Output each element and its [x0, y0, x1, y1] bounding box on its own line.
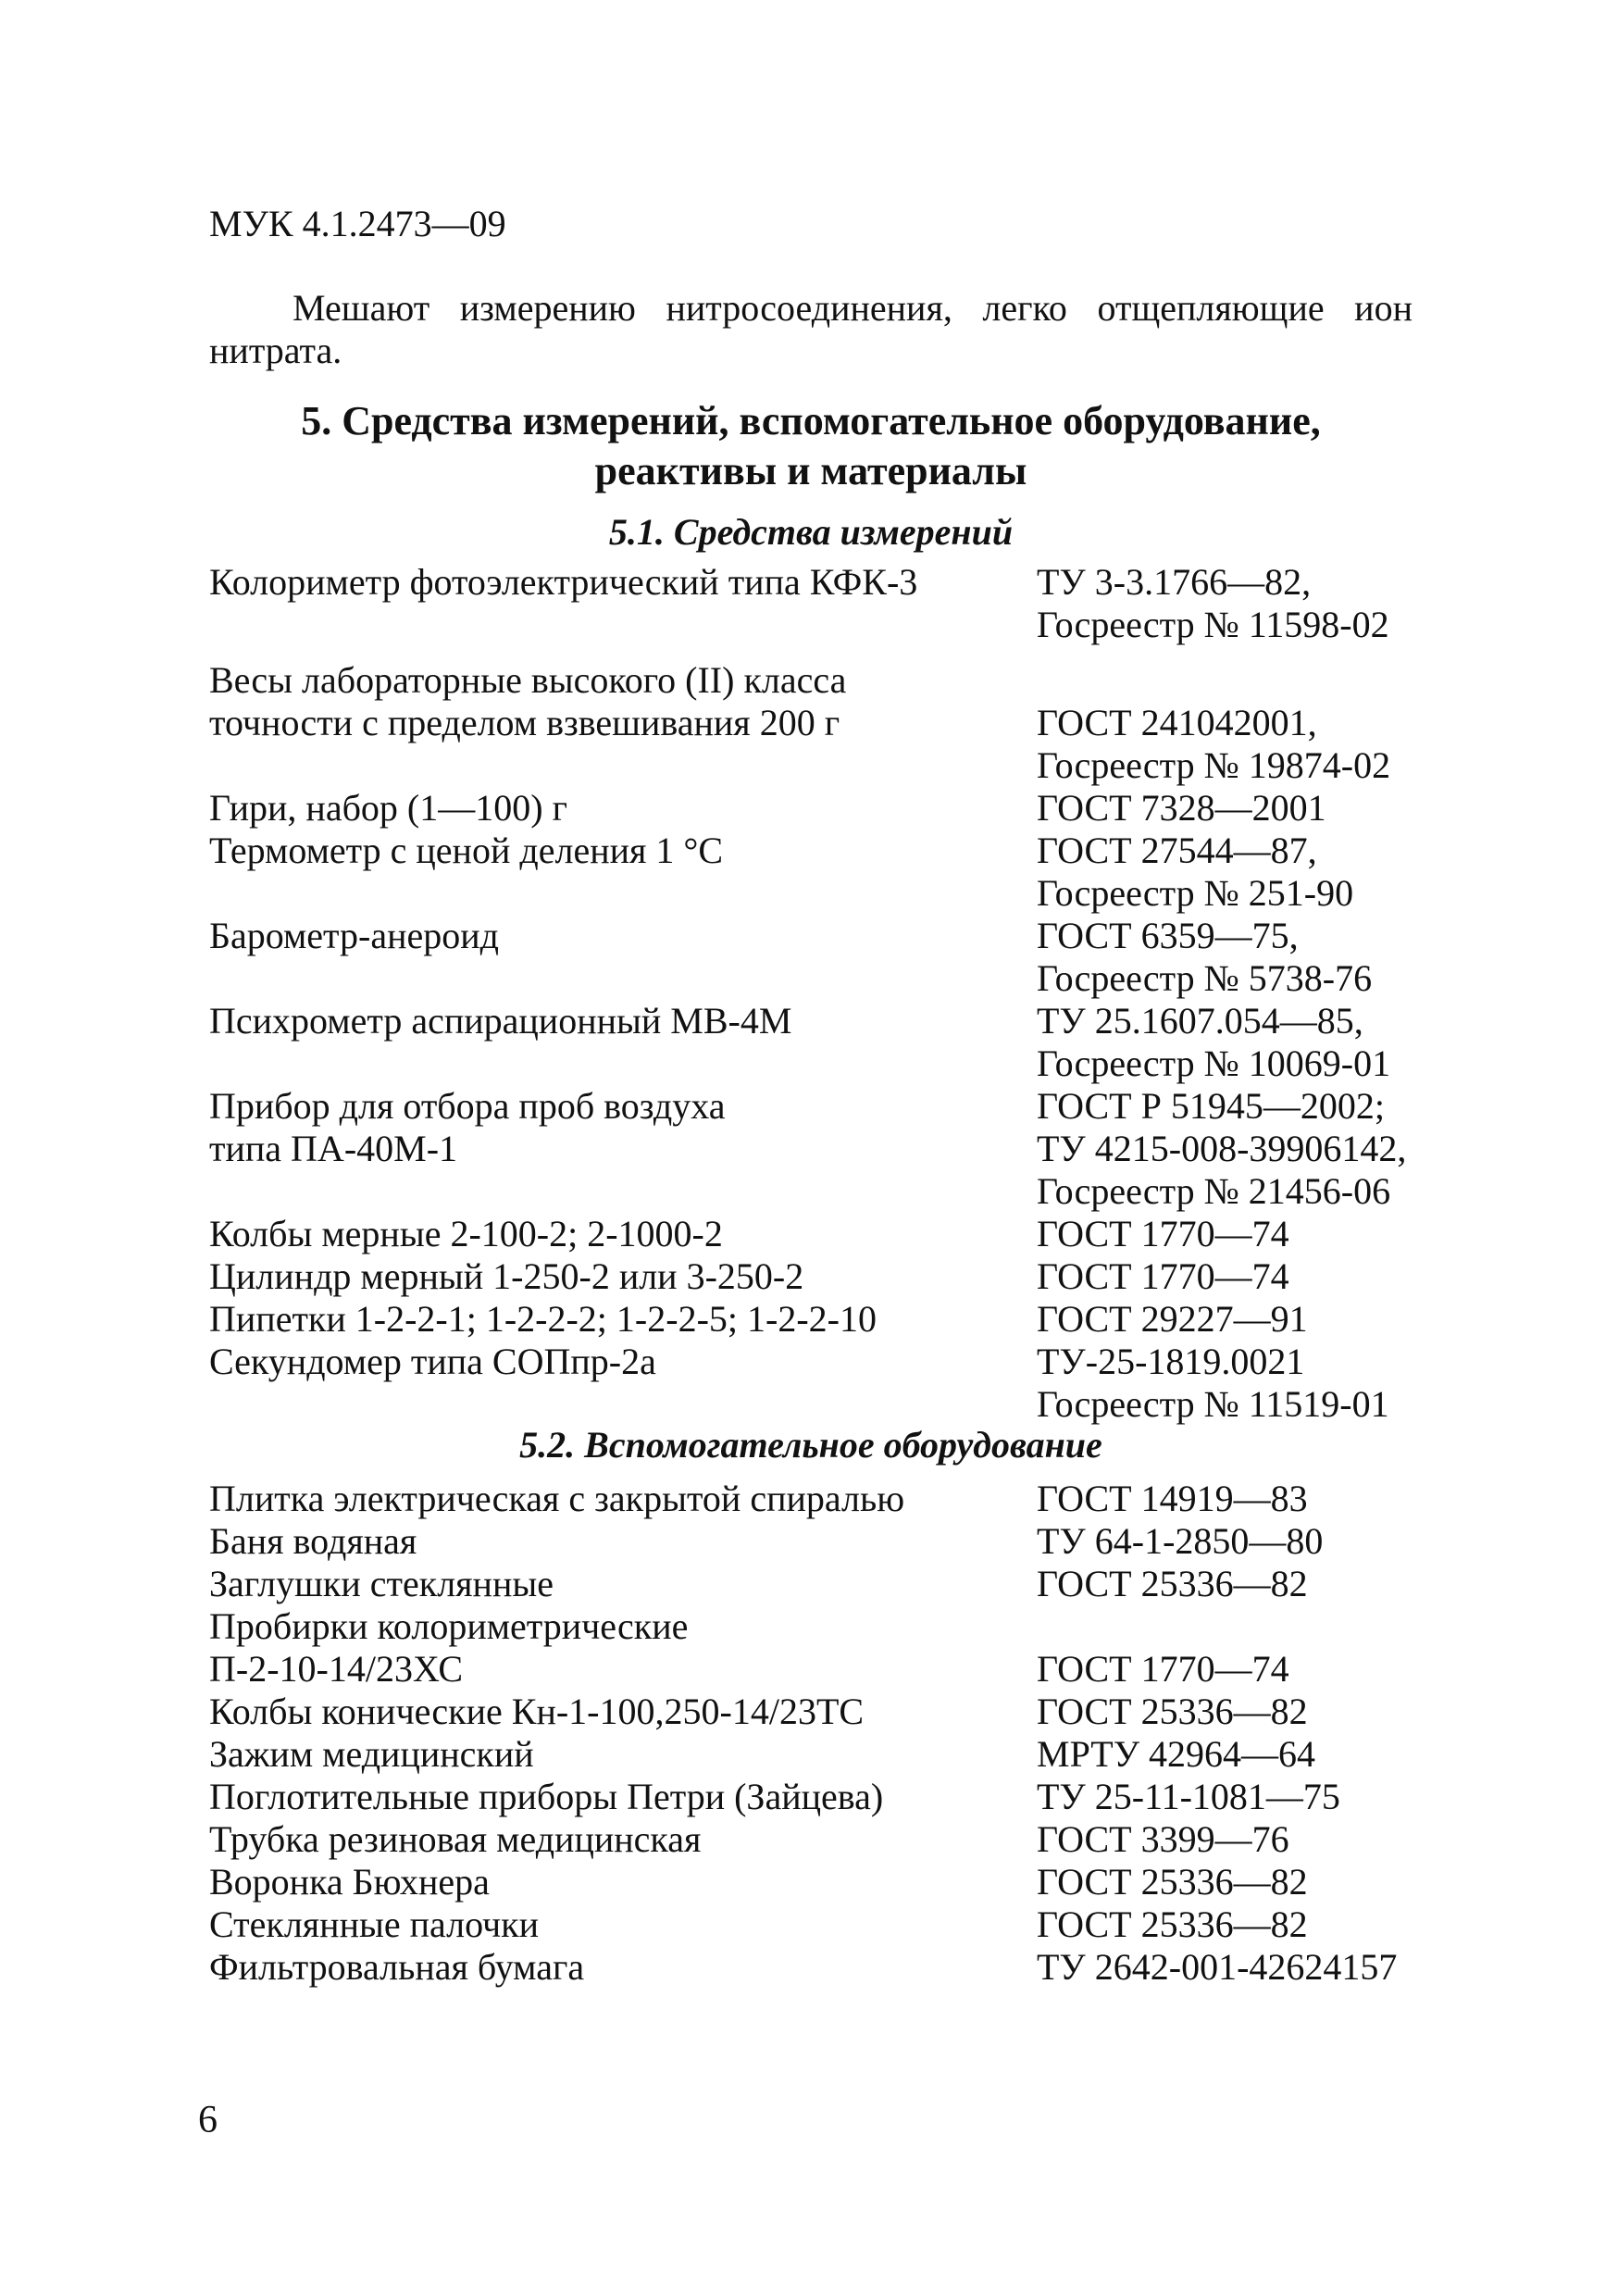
section-title	[209, 396, 1413, 496]
equipment-standard: ТУ 25.1607.054—85, Госреестр № 10069-01	[1037, 1000, 1391, 1084]
table-row	[209, 830, 1431, 915]
equipment-standard: ГОСТ 25336—82	[1037, 1861, 1308, 1903]
equipment-standard: ГОСТ Р 51945—2002; ТУ 4215-008-39906142, Госреестр № 21456-06	[1037, 1085, 1407, 1212]
equipment-standard: ГОСТ 6359—75, Госреестр № 5738-76	[1037, 915, 1373, 999]
table-row	[209, 915, 1431, 1000]
equipment-name: Психрометр аспирационный МВ-4М	[209, 1000, 792, 1042]
table-row	[209, 1085, 1431, 1213]
section-title-line-2: реактивы и материалы	[594, 448, 1027, 493]
equipment-standard: ТУ 64-1-2850—80	[1037, 1520, 1324, 1562]
equipment-standard: ТУ 25-11-1081—75	[1037, 1776, 1340, 1817]
table-row	[209, 1861, 1431, 1903]
equipment-name: Воронка Бюхнера	[209, 1861, 490, 1903]
equipment-name: Весы лабораторные высокого (II) класса точности с пределом взвешивания 200 г	[209, 659, 847, 743]
equipment-name: Баня водяная	[209, 1520, 417, 1562]
table-row	[209, 787, 1431, 830]
equipment-name: Фильтровальная бумага	[209, 1946, 585, 1988]
equipment-standard: ТУ 3-3.1766—82, Госреестр № 11598-02	[1037, 561, 1389, 645]
table-row	[209, 1691, 1431, 1733]
equipment-standard: ГОСТ 1770—74	[1037, 1255, 1289, 1297]
equipment-name: Колбы мерные 2-100-2; 2-1000-2	[209, 1213, 723, 1254]
table-row	[209, 1520, 1431, 1563]
table-row	[209, 1605, 1431, 1691]
table-row	[209, 1341, 1431, 1426]
auxiliary-equipment-table	[209, 1478, 1431, 1989]
equipment-standard: ГОСТ 1770—74	[1037, 1213, 1289, 1254]
equipment-standard: ГОСТ 14919—83	[1037, 1478, 1308, 1519]
table-row	[209, 1946, 1431, 1989]
equipment-standard: ГОСТ 241042001, Госреестр № 19874-02	[1037, 702, 1391, 786]
equipment-name: Барометр-анероид	[209, 915, 499, 956]
section-title-line-1: 5. Средства измерений, вспомогательное оборудование,	[301, 398, 1321, 443]
equipment-name: Цилиндр мерный 1-250-2 или 3-250-2	[209, 1255, 804, 1297]
equipment-standard: ГОСТ 3399—76	[1037, 1818, 1289, 1860]
equipment-name: Зажим медицинский	[209, 1733, 534, 1775]
equipment-name: Заглушки стеклянные	[209, 1563, 554, 1604]
equipment-standard: ГОСТ 7328—2001	[1037, 787, 1326, 829]
table-row	[209, 561, 1431, 646]
equipment-standard: ТУ 2642-001-42624157	[1037, 1946, 1398, 1988]
equipment-name: Прибор для отбора проб воздуха типа ПА-40М-1	[209, 1085, 726, 1169]
equipment-name: Поглотительные приборы Петри (Зайцева)	[209, 1776, 884, 1817]
equipment-standard: МРТУ 42964—64	[1037, 1733, 1316, 1775]
equipment-standard: ГОСТ 29227—91	[1037, 1298, 1308, 1340]
table-row	[209, 1478, 1431, 1520]
equipment-standard: ГОСТ 25336—82	[1037, 1691, 1308, 1732]
intro-paragraph: Мешают измерению нитросоединения, легко отщепляющие ион нитрата.	[209, 287, 1413, 371]
equipment-standard: ГОСТ 25336—82	[1037, 1903, 1308, 1945]
equipment-name: Колбы конические Кн-1-100,250-14/23ТС	[209, 1691, 865, 1732]
equipment-name: Секундомер типа СОПпр-2а	[209, 1341, 656, 1382]
measuring-instruments-heading: 5.1. Средства измерений	[608, 511, 1014, 553]
table-row	[209, 1255, 1431, 1298]
table-row	[209, 1903, 1431, 1946]
equipment-name: Гири, набор (1—100) г	[209, 787, 567, 829]
equipment-name: Стеклянные палочки	[209, 1903, 540, 1945]
measuring-instruments-table	[209, 561, 1431, 1426]
equipment-standard: ГОСТ 25336—82	[1037, 1563, 1308, 1604]
table-row	[209, 659, 1431, 787]
auxiliary-equipment-heading: 5.2. Вспомогательное оборудование	[519, 1424, 1102, 1466]
equipment-name: Пробирки колориметрические П-2-10-14/23ХС	[209, 1605, 689, 1690]
equipment-name: Колориметр фотоэлектрический типа КФК-3	[209, 561, 918, 603]
equipment-standard: ГОСТ 1770—74	[1037, 1648, 1289, 1690]
table-row	[209, 1563, 1431, 1605]
equipment-name: Трубка резиновая медицинская	[209, 1818, 702, 1860]
equipment-standard: ГОСТ 27544—87, Госреестр № 251-90	[1037, 830, 1354, 914]
table-row	[209, 1733, 1431, 1776]
table-row	[209, 1000, 1431, 1085]
table-row	[209, 1298, 1431, 1341]
equipment-name: Термометр с ценой деления 1 °С	[209, 830, 724, 871]
equipment-standard: ТУ-25-1819.0021 Госреестр № 11519-01	[1037, 1341, 1389, 1425]
document-code: МУК 4.1.2473—09	[209, 203, 506, 244]
equipment-name: Пипетки 1-2-2-1; 1-2-2-2; 1-2-2-5; 1-2-2-10	[209, 1298, 877, 1340]
equipment-name: Плитка электрическая с закрытой спиралью	[209, 1478, 905, 1519]
table-row	[209, 1213, 1431, 1255]
table-row	[209, 1776, 1431, 1818]
table-row	[209, 1818, 1431, 1861]
page-number: 6	[198, 2099, 218, 2141]
